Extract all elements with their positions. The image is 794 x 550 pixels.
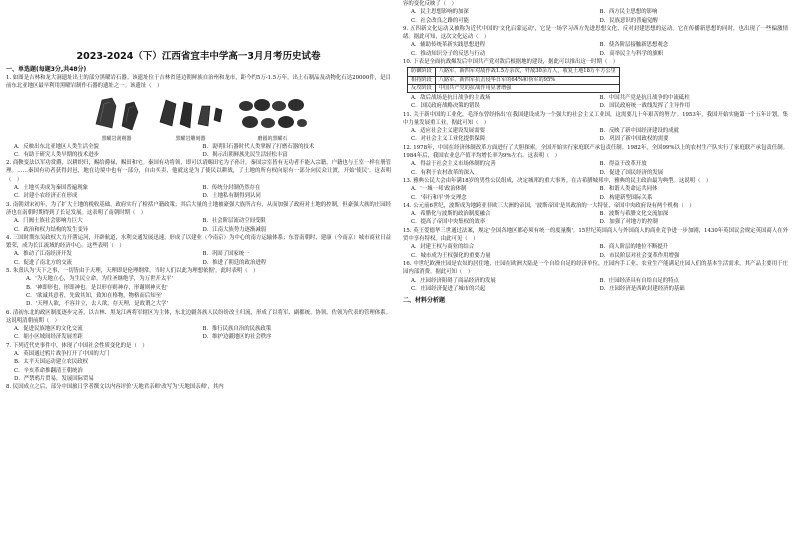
option-c[interactable]: C．辛亥革命推翻清王朝统治 (14, 367, 83, 374)
option-d[interactable]: D．加强了对地方的控制 (599, 219, 658, 226)
question-5-quote-d[interactable]: D．'天理人欲，不容并立，去人欲，存天理，是故谓之大学' (26, 301, 169, 308)
option-c[interactable]: C．庄园经济促进了城市的兴起 (411, 285, 486, 292)
option-c[interactable]: C．有助于研究人类早期的技术进步 (14, 151, 99, 158)
option-b[interactable]: B．传统分封制仍然存在 (202, 185, 261, 192)
table-row (408, 84, 620, 92)
section-heading-single-choice: 一、单选题(每题3分,共48分) (6, 66, 87, 73)
option-b[interactable]: B．波斯与希腊文化交流加深 (599, 211, 669, 218)
option-d[interactable]: D．促进了国民经济的发展 (599, 169, 664, 176)
question-16: 16. 中世纪欧洲庄园是农奴的居住地，庄园在欧洲大陆是一个自给自足的经济单位，庄园内手工业、农业生产能满足庄园人们的基本生活需求，其产品主要用于庄园内部消费。据此可知（ ） (403, 260, 788, 276)
question-8-options (403, 8, 788, 25)
question-8: 8. 民国成立之后，部分中国旅日学者撰文以内容评价'天地君亲师'改写为'天地国亲师'，其内 (6, 384, 224, 391)
figure-caption-rounded: 磨圆的黑曜石 (257, 135, 288, 142)
obsidian-scraper-image (88, 94, 146, 134)
option-a[interactable]: A．民主思想影响的加深 (411, 9, 469, 16)
option-c[interactable]: C．城市成为王权强化的重要力量 (411, 252, 491, 259)
option-b[interactable]: B．巩固了国家统一 (202, 251, 250, 258)
option-d[interactable]: D．江南大族势力逐渐减弱 (202, 226, 267, 233)
option-d[interactable]: D．揭示出朝鲜族先民生活轻松丰富 (202, 151, 288, 158)
question-5-quote-b[interactable]: B．'神即形也，形即神也。是以形存则神存，形谢则神灭也' (26, 284, 168, 291)
option-b[interactable]: B．太平天国运动建立农民政权 (14, 359, 89, 366)
option-c[interactable]: C．促进了南北方的交流 (14, 259, 73, 266)
question-10-options (403, 94, 788, 111)
question-15: 15. 英王爱德华三世通过法案，规定'全国各地区都必须有统一的度量衡'。15世纪英国商人与外国商人的商业竞争进一步加剧，1430年英国议会规定英国商人在外贸中享有特权。由此可见（ ） (403, 227, 788, 243)
figure-rounded (236, 94, 310, 142)
option-a[interactable]: A．庄园经济阻碍了商品经济的发展 (411, 277, 496, 284)
right-column (403, 0, 788, 550)
question-1: 1. 如图是吉林和龙大洞遗址出土的部分黑曜岩石器。该遗址位于吉林省延边朝鲜族自治州和龙市，距今约5万-1.5万年，出土石制品及动物化石达20000件，是目前东北亚地区最早利用黑曜岩制作石器的遗址之一。该遗址（ ） (6, 75, 391, 90)
option-a[interactable]: A．土地买卖成为秦国普遍现象 (14, 185, 88, 192)
option-d[interactable]: D．高举民主与科学的旗帜 (599, 50, 664, 57)
option-c[interactable]: C．政治和权力结构的发生变异 (14, 226, 89, 233)
option-d[interactable]: D．严禁鸦片贸易，发展国际贸易 (14, 375, 94, 382)
option-b[interactable]: B．推行民族自治的民族政策 (202, 326, 272, 333)
option-b[interactable]: B．得益于改革开放 (599, 161, 647, 168)
option-d[interactable]: D．土地私有制得到认同 (202, 193, 261, 200)
option-c[interactable]: C．封建小农经济正在形成 (14, 193, 78, 200)
page-title: 2023-2024（下）江西省宜丰中学高一3月月考历史试卷 (76, 51, 321, 62)
option-a[interactable]: A．希腊化与波斯的政治制度融合 (411, 211, 491, 218)
question-5-quote-a[interactable]: A．'为天地立心，为生民立命，为往圣继绝学，为万世开太平' (26, 276, 174, 283)
table-row (408, 68, 620, 76)
question-4: 4. 三国时期东吴政权大力开凿运河，开辟航道，水利交通发展迅速，形成了以建业（今南京）为中心的南方运输体系；东晋南朝时，建康（今南京）城市商业日益繁荣，成为长江流域的经济中心。这些表明（ ） (6, 234, 391, 250)
table-row (408, 76, 620, 84)
option-d[interactable]: D．推进了朝廷的政治进程 (202, 259, 267, 266)
option-d[interactable]: D．庄园经济是西欧封建经济的基础 (599, 285, 685, 292)
table-cell: 中国共产党的抗战作用显著增强 (435, 84, 619, 92)
option-b[interactable]: B．说明旧石器时代人类掌握了打磨石器的技术 (202, 143, 315, 150)
question-9: 9. 五四新文化运动又被称为近代中国的'文化启蒙运动'，它是一场学习西方先进思想文化、反对封建思想的运动。它在传播新思想的同时，也出现了一些偏激情绪。据此可知，这次文化运动（ ） (403, 25, 788, 41)
question-12: 12. 1978年，中国在经济体制改革方面进行了大胆探索，全国开始实行家庭联产承包责任制。1982年，全国99%以上的农村生产队实行了家庭联产承包责任制。1984年后，我国农业总产值平均增长率为9%左右。这表明（ ） (403, 144, 788, 160)
option-d[interactable]: D．民族意识的普遍觉醒 (599, 17, 658, 24)
table-cell: 八路军、新四军对敌作战1.5万余次，歼敌30余万人，收复土地18万平方公里 (435, 68, 619, 76)
option-c[interactable]: C．缩小区域间经济发展差距 (14, 334, 83, 341)
question-1-options (6, 143, 391, 160)
question-7: 7. 下列近代史事件中，体现了中国社会性质变化的是（ ） (6, 342, 148, 349)
question-5: 5. 朱熹认为'天下之事，一切皆由于天理，天理即是伦理纲常，当时人们以此为理想依据'。此时表明（ ） (6, 268, 259, 275)
question-8-tail: 容的变化反映了（ ） (403, 1, 457, 7)
question-14: 14. 公元前6世纪，波斯成为地跨亚非欧三大洲的帝国，'波斯帝国'是其政治的一大特征，帝国中央政府设有两个机构（ ） (403, 202, 695, 209)
question-14-options (403, 210, 788, 227)
obsidian-engraver-image (156, 94, 226, 134)
option-a[interactable]: A．得益于社会主义市场体制的完善 (411, 161, 496, 168)
option-a[interactable]: A．推动了江南经济开发 (14, 251, 72, 258)
question-9-options (403, 41, 788, 58)
artifact-figures (6, 94, 391, 142)
rounded-obsidian-image (236, 94, 310, 134)
question-10-table (407, 67, 620, 93)
option-c[interactable]: C．推动知识分子的反思与行动 (411, 50, 486, 57)
option-b[interactable]: B．社会阶层流动空间受限 (202, 218, 266, 225)
option-b[interactable]: B．反映了新中国经济建设的成就 (599, 128, 679, 135)
question-6-options (6, 325, 391, 342)
option-c[interactable]: C．'奉行和平'外交理念 (411, 194, 467, 201)
question-2-options (6, 184, 391, 201)
option-a[interactable]: A．英国通过鸦片战争打开了中国的大门 (14, 351, 110, 358)
section-heading-material-analysis: 二、材料分析题 (403, 297, 446, 305)
option-d[interactable]: D．维护边疆地区的社会秩序 (202, 334, 272, 341)
option-b[interactable]: B．和谐人类命运共同体 (599, 186, 658, 193)
question-7-options (6, 350, 391, 383)
option-a[interactable]: A．敌后战场是抗日战争的主战场 (411, 94, 491, 101)
option-c[interactable]: C．社会改良之路的可能 (411, 17, 470, 24)
option-c[interactable]: C．对社会主义工业化提供保障 (411, 136, 486, 143)
option-a[interactable]: A．封建王权与商业的结合 (411, 244, 475, 251)
question-11-options (403, 127, 788, 144)
table-cell: 八路军、新四军抗击侵华日军的64%和伪军的95% (435, 76, 619, 84)
option-a[interactable]: A．反映出东北亚地区人类生活全貌 (14, 143, 99, 150)
option-d[interactable]: D．国民政府统一战线发挥了主导作用 (599, 103, 691, 110)
option-a[interactable]: A．'一城一邦'政治体制 (411, 186, 467, 193)
option-c[interactable]: C．提高了帝国中央集权的效率 (411, 219, 486, 226)
question-13-options (403, 185, 788, 202)
option-d[interactable]: D．构建新型国际关系 (599, 194, 653, 201)
table-cell: 相持阶段 (408, 76, 436, 84)
option-b[interactable]: B．使各阶层接触新思想观念 (599, 42, 669, 49)
question-16-options (403, 277, 788, 294)
option-a[interactable]: A．辅助传统革新实践思想进程 (411, 42, 485, 49)
question-3: 3. 南朝刘宋初年，为了扩大土地的税收基础，政府实行了检括户籍政策；其后大量的土地被豪强大族所占有，从而加强了政府对土地的控制，但豪强大族的庄园经济也在南朝时期得到了长足发展。这表明了南朝时期（ ） (6, 201, 391, 216)
option-b[interactable]: B．西方民主思想的影响 (599, 9, 658, 16)
option-c[interactable]: C．有利于农村改革的深入 (411, 169, 475, 176)
question-11: 11. 关于新中国的工业化，毛泽东曾经指出'在我国建设成为一个强大的社会主义工业国，这需要几十年艰苦的努力'。1953年，我国开始实施第一个五年计划，集中力量发展重工业。据此可知（ ） (403, 111, 788, 126)
option-b[interactable]: B．商人阶层的地位不断提升 (599, 244, 669, 251)
option-d[interactable]: D．市民阶层对社会变革作用增强 (599, 252, 680, 259)
figure-caption-engraver: 黑曜岩雕刻器 (175, 135, 206, 142)
left-column (6, 0, 391, 550)
question-2: 2. 商鞅变法以军功赏爵，以耕织归，赐给爵禄，赐田和宅。秦国有功将领，即可以请赐田宅为子孙计，秦国宗室皆有无功者不能入宗籍，户籍也与王室一样在册管理。……秦国有功者获得封邑，地在边境中也有一部分，自由买卖，他就这是为了使民以耕战，了土地的所有权向原有一部分向民众让渡，开始'使民'。这表明（ ） (6, 160, 391, 183)
question-5-quote-c[interactable]: C．'欲诚其意者，先致其知，致知在格物，物格而后知至' (26, 292, 163, 299)
option-d[interactable]: D．巩固了新中国政权的需要 (599, 136, 669, 143)
figure-caption-scraper: 黑曜岩刮削器 (101, 135, 132, 142)
figure-engraver (156, 94, 226, 142)
option-a[interactable]: A．适应社会主义建设发展需要 (411, 128, 485, 135)
option-b[interactable]: B．中国共产党是抗日战争的中流砥柱 (599, 94, 690, 101)
table-cell: 防御阶段 (408, 68, 436, 76)
option-c[interactable]: C．国民政府战略决策的错误 (411, 103, 480, 110)
question-15-options (403, 243, 788, 260)
question-3-options (6, 217, 391, 234)
question-10: 10. 下表是全面抗战爆发后中国共产党对敌后根据地的建设，据此可以推出这一时期（ ） (403, 59, 619, 66)
option-a[interactable]: A．促进民族地区的文化交流 (14, 326, 83, 333)
question-13: 13. 雅典公民大会由年满18岁的男性公民组成，决定城邦的重大事务。在古希腊城邦中，雅典的民主政治最为典型。这说明（ ） (403, 177, 712, 184)
table-cell: 反攻阶段 (408, 84, 436, 92)
question-4-options (6, 250, 391, 267)
question-12-options (403, 160, 788, 177)
question-6: 6. 清初东北的政区制度逐步完善，以吉林、黑龙江两将军辖区为主体，东北边疆各族人民纷纷改土归流，形成了以将军、副都统、协领、佐领为代表的管理体系。这说明清朝前期（ ） (6, 309, 391, 324)
option-b[interactable]: B．庄园经济具有自给自足的特点 (599, 277, 679, 284)
figure-scraper (88, 94, 146, 142)
option-a[interactable]: A．门阀士族社会影响力巨大 (14, 218, 83, 225)
